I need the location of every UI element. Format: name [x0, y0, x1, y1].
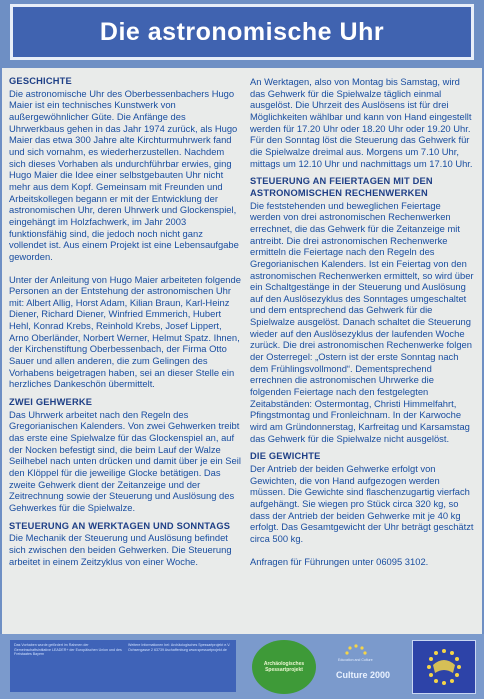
eu-flag-icon: [413, 641, 475, 693]
sponsor-right-text: Weitere Informationen bei: Archäologisches Spessartprojekt e.V. Ochsengasse 2 63739 Aschaffenburg www.spessartprojekt.de: [128, 643, 231, 652]
sponsor-box: [10, 640, 236, 692]
gewichte-heading: DIE GEWICHTE: [250, 451, 321, 462]
steuerung-heading: STEUERUNG AN WERKTAGEN UND SONNTAGS: [9, 520, 231, 531]
culture-small-text: Education and Culture: [338, 658, 373, 662]
anfragen-text: Anfragen für Führungen unter 06095 3102.: [250, 555, 429, 567]
werktage-text: An Werktagen, also von Montag bis Samstag, wird das Gehwerk für die Spielwalze täglich einmal ausgelöst. Die Uhrzeit des Auslösens ist für drei Möglichkeiten wählbar und kann von Hand eingestellt werden für 17.20 Uhr oder 18.20 Uhr oder 19.20 Uhr. Für den Sonntag löst die Steuerung das Gehwerk für die Spielwalze dreimal aus. Morgens um 7.10 Uhr, mittags um 12.10 Uhr und nachmittags um 17.10 Uhr.: [250, 76, 473, 169]
gehwerke-text: Das Uhrwerk arbeitet nach den Regeln des Gregorianischen Kalenders. Von zwei Gehwerken treibt das erste eine Spielwalze für das Glockenspiel an, auf der Nocken befestigt sind, die beim Lauf der Walze Seilhebel nach unten drücken und damit über je ein Seil den Klöppel für die jeweilige Glocke betätigen. Das zweite Gehwerk dient der Zeitanzeige und der Zeitrechnung sowie der Steuerung und Auslösung des Gehwerkes für die Spielwalze.: [9, 408, 241, 513]
eu-flag-logo: [412, 640, 476, 694]
geschichte-text: Die astronomische Uhr des Oberbessenbachers Hugo Maier ist ein technisches Kunstwerk von außergewöhnlicher Güte. Die Anfänge des Uhrwerkbaus gehen in das Jahr 1974 zurück, als Hugo Maier das etwa 300 Jahre alte Kirchturmuhrwerk fand und sich vornahm, es wiederherzustellen. Nachdem sich dieses Vorhaben als undurchführbar erwies, ging Hugo Maier die Idee einer selbstgebauten Uhr nicht mehr aus dem Kopf. Gemeinsam mit Freunden und Arbeitskollegen begann er mit der Entwicklung der astronomischen Uhr, deren Uhrwerk und Glockenspiel, eingehängt im Holzfachwerk, im Jahr 2003 funktionsfähig sind, die jedoch noch nicht ganz vollendet ist. Aus einem Projekt ist eine Lebensaufgabe geworden.: [9, 87, 239, 262]
right-column: [250, 76, 474, 567]
feiertage-text: Die feststehenden und beweglichen Feiertage werden von drei astronomischen Rechenwerken errechnet, die das Gehwerk für die Zeitanzeige mit antreibt. Die drei astronomischen Rechenwerke ermitteln die Feiertage nach den Regeln des Gregorianischen Kalenders. Ist ein Feiertag von den astronomischen Rechenwerken ermittelt, so wird über ein Schaltgestänge in der Steuerung und Auslösung auf den Auslösezyklus des Sonntages umgeschaltet und dem entsprechend das Gehwerk für die Spielwalze ausgelöst. Danach schaltet die Steuerung wieder auf den Auslösezyklus der laufenden Woche zurück. Die drei astronomischen Rechenwerke folgen der Osterregel: „Ostern ist der erste Sonntag nach dem Frühlingsvollmond“. Dementsprechend errechnen die astronomischen Uhrwerke die folgenden Feiertage nach den festgelegten Zeitabständen: Ostermontag, Christi Himmelfahrt, Pfingstmontag und Fronleichnam. In der Karwoche wird am Gründonnerstag, Karfreitag und Karsamstag das Gehwerk für die Spielwalze nicht ausgelöst.: [250, 199, 474, 444]
page-title: Die astronomische Uhr: [99, 17, 385, 46]
spessartprojekt-logo: [252, 640, 316, 694]
culture-2000-logo: [330, 642, 404, 692]
culture-label: Culture 2000: [336, 670, 391, 680]
left-column: [9, 76, 241, 567]
sponsor-left-text: Das Vorhaben wurde gefördert im Rahmen der Gemeinschaftsinitiative LEADER+ der Europäischen Union und des Freistaates Bayern: [14, 643, 122, 657]
gehwerke-heading: ZWEI GEHWERKE: [9, 397, 93, 408]
steuerung-text: Die Mechanik der Steuerung und Auslösung befindet sich zwischen den beiden Gehwerken. Die Steuerung arbeitet in einem Zeitzyklus von einer Woche.: [9, 532, 232, 567]
feiertage-heading: STEUERUNG AN FEIERTAGEN MIT DEN ASTRONOMISCHEN RECHENWERKEN: [250, 176, 433, 198]
geschichte-heading: GESCHICHTE: [9, 76, 72, 86]
helfer-text: Unter der Anleitung von Hugo Maier arbeiteten folgende Personen an der Entstehung der astronomischen Uhr mit: Albert Allig, Horst Adam, Kilian Braun, Karl-Heinz Diener, Richard Diener, Winfried Emmerich, Hubert Hehl, Konrad Krebs, Reinhold Krebs, Josef Lippert, Arno Oberländer, Norbert Werner, Helmut Spatz. Ihnen, der Kirchenstiftung Oberbessenbach, der Firma Otto Sauer und allen anderen, die zum Gelingen des Vorhabens beigetragen haben, sei an dieser Stelle ein herzliches Dankeschön übermittelt.: [9, 273, 241, 390]
gewichte-text: Der Antrieb der beiden Gehwerke erfolgt von Gewichten, die von Hand aufgezogen werden müssen. Die Gewichte sind flaschenzugartig vierfach aufgehängt. Sie wiegen pro Stück circa 320 kg, so dass der Antrieb der beiden Gehwerke mit je 40 kg erfolgt. Das Gesamtgewicht der Uhr beträgt geschätzt circa 500 kg.: [250, 463, 474, 544]
title-bar: [10, 4, 474, 60]
spessartprojekt-logo-text: Archäologisches Spessartprojekt: [263, 661, 305, 673]
